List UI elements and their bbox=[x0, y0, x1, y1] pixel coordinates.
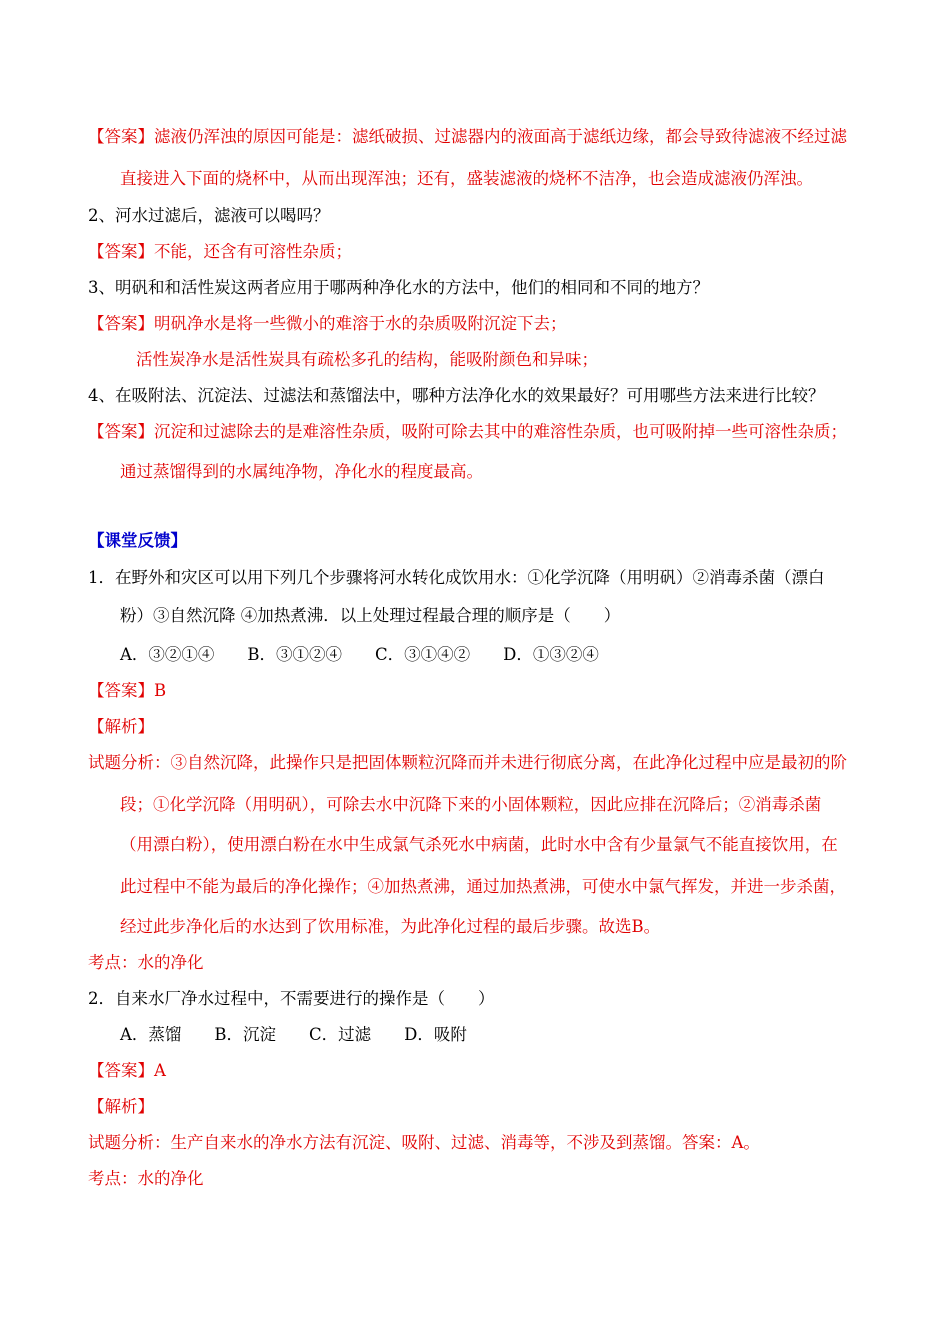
feedback-q1-analysis-4: 此过程中不能为最后的净化操作；④加热煮沸，通过加热煮沸，可使水中氯气挥发，并进一步杀菌， bbox=[120, 877, 846, 896]
feedback-q1-analysis-2: 段；①化学沉降（用明矾），可除去水中沉降下来的小固体颗粒，因此应排在沉降后；②消毒杀菌 bbox=[120, 795, 822, 814]
question-2: 2、河水过滤后，滤液可以喝吗？ bbox=[88, 206, 330, 225]
answer-1-line-1: 【答案】滤液仍浑浊的原因可能是：滤纸破损、过滤器内的液面高于滤纸边缘，都会导致待滤液不经过滤 bbox=[88, 127, 847, 146]
answer-2: 【答案】不能，还含有可溶性杂质； bbox=[88, 242, 352, 261]
feedback-q2-analysis-1: 试题分析：生产自来水的净水方法有沉淀、吸附、过滤、消毒等，不涉及到蒸馏。答案：A。 bbox=[88, 1133, 760, 1152]
feedback-q1-analysis-label: 【解析】 bbox=[88, 717, 154, 736]
feedback-q2-answer: 【答案】A bbox=[88, 1061, 166, 1080]
feedback-q1-line-1: 1．在野外和灾区可以用下列几个步骤将河水转化成饮用水：①化学沉降（用明矾）②消毒杀菌（漂白 bbox=[88, 568, 825, 587]
feedback-q1-analysis-3: （用漂白粉），使用漂白粉在水中生成氯气杀死水中病菌，此时水中含有少量氯气不能直接饮用，在 bbox=[120, 835, 838, 854]
feedback-q2-point: 考点：水的净化 bbox=[88, 1169, 204, 1188]
feedback-q1-line-2: 粉）③自然沉降 ④加热煮沸．以上处理过程最合理的顺序是（ ） bbox=[120, 606, 621, 625]
section-heading: 【课堂反馈】 bbox=[88, 531, 187, 550]
feedback-q2-line: 2．自来水厂净水过程中，不需要进行的操作是（ ） bbox=[88, 989, 495, 1008]
answer-4-line-1: 【答案】沉淀和过滤除去的是难溶性杂质，吸附可除去其中的难溶性杂质，也可吸附掉一些可溶性杂质； bbox=[88, 422, 847, 441]
feedback-q1-point: 考点：水的净化 bbox=[88, 953, 204, 972]
feedback-q1-analysis-1: 试题分析：③自然沉降，此操作只是把固体颗粒沉降而并未进行彻底分离，在此净化过程中应是最初的阶 bbox=[88, 753, 847, 772]
answer-4-line-2: 通过蒸馏得到的水属纯净物，净化水的程度最高。 bbox=[120, 462, 483, 481]
answer-3-line-1: 【答案】明矾净水是将一些微小的难溶于水的杂质吸附沉淀下去； bbox=[88, 314, 567, 333]
feedback-q1-answer: 【答案】B bbox=[88, 681, 167, 700]
feedback-q1-options: A．③②①④ B．③①②④ C．③①④② D．①③②④ bbox=[120, 645, 599, 664]
feedback-q2-options: A．蒸馏 B．沉淀 C．过滤 D．吸附 bbox=[120, 1025, 467, 1044]
feedback-q1-analysis-5: 经过此步净化后的水达到了饮用标准，为此净化过程的最后步骤。故选B。 bbox=[120, 917, 661, 936]
answer-3-line-2: 活性炭净水是活性炭具有疏松多孔的结构，能吸附颜色和异味； bbox=[136, 350, 598, 369]
feedback-q2-analysis-label: 【解析】 bbox=[88, 1097, 154, 1116]
question-4: 4、在吸附法、沉淀法、过滤法和蒸馏法中，哪种方法净化水的效果最好？可用哪些方法来进行比较？ bbox=[88, 386, 825, 405]
question-3: 3、明矾和和活性炭这两者应用于哪两种净化水的方法中，他们的相同和不同的地方？ bbox=[88, 278, 709, 297]
answer-1-line-2: 直接进入下面的烧杯中，从而出现浑浊；还有，盛装滤液的烧杯不洁净，也会造成滤液仍浑浊。 bbox=[120, 169, 813, 188]
